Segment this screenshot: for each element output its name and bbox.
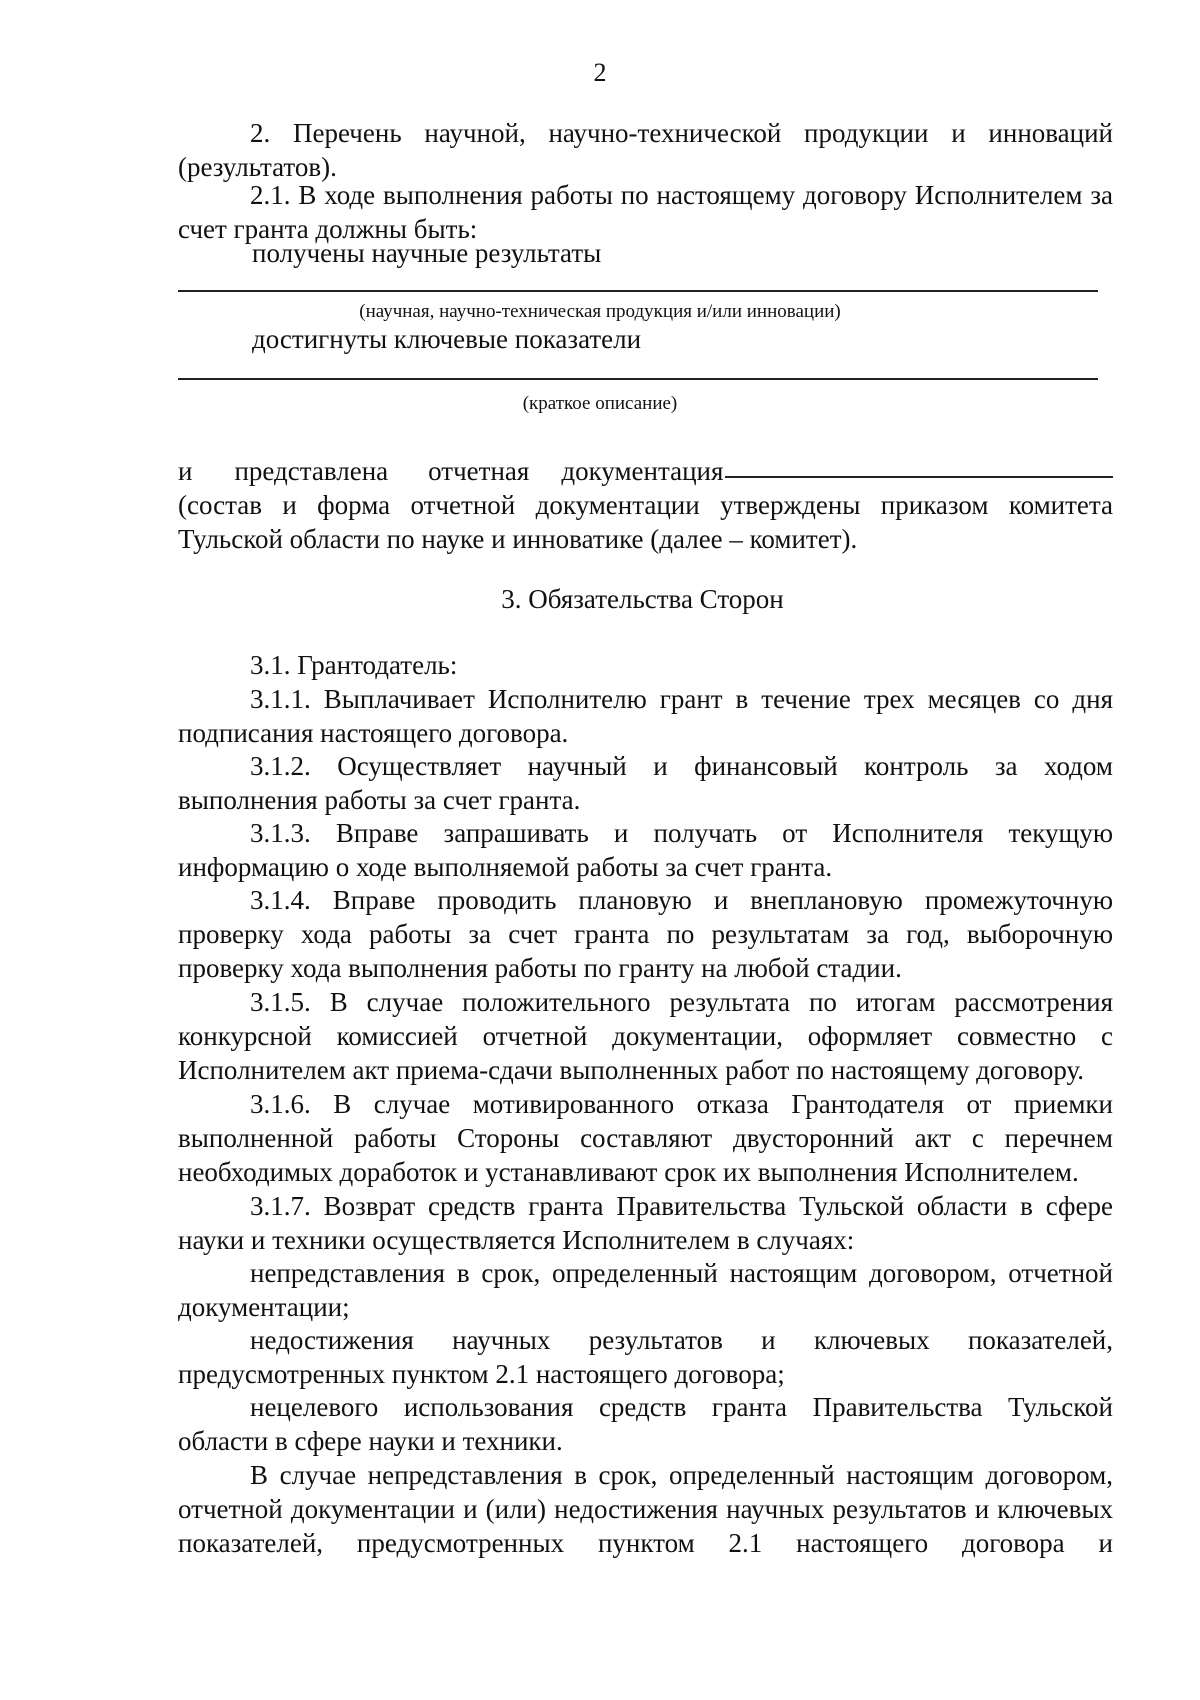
results-blank-line [178,290,1098,292]
results-caption: (научная, научно-техническая продукция и/или инновации) [359,301,841,322]
documentation-line [178,454,1113,488]
return-case-3: нецелевого использования средств гранта Правительства Тульской области в сфере науки и техники. [178,1392,1113,1456]
doc-word: отчетная [428,456,530,486]
clause-3-1-5: 3.1.5. В случае положительного результата по итогам рассмотрения конкурсной комиссией отчетной документации, оформляет совместно с Исполнителем акт приема-сдачи выполненных работ по настоящему договору. [178,987,1113,1085]
indicators-blank-line [178,378,1098,380]
section-3-heading: 3. Обязательства Сторон [501,584,784,614]
section-2-heading: 2. Перечень научной, научно-технической продукции и инноваций (результатов). [178,118,1113,182]
page-number: 2 [593,58,607,87]
doc-word: представлена [234,456,389,486]
results-label: получены научные результаты [252,238,602,268]
doc-word: документация [561,456,724,486]
clause-3-1-2: 3.1.2. Осуществляет научный и финансовый контроль за ходом выполнения работы за счет гранта. [178,751,1113,815]
clause-3-1-7: 3.1.7. Возврат средств гранта Правительства Тульской области в сфере науки и техники осуществляется Исполнителем в случаях: [178,1191,1113,1255]
clause-3-1-3: 3.1.3. Вправе запрашивать и получать от Исполнителя текущую информацию о ходе выполняемой работы за счет гранта. [178,818,1113,882]
clause-3-1-4: 3.1.4. Вправе проводить плановую и внеплановую промежуточную проверку хода работы за счет гранта по результатам за год, выборочную проверку хода выполнения работы по гранту на любой стадии. [178,885,1113,983]
clause-2-1: 2.1. В ходе выполнения работы по настоящему договору Исполнителем за счет гранта должны быть: [178,180,1113,244]
indicators-label: достигнуты ключевые показатели [252,324,642,354]
return-case-1: непредставления в срок, определенный настоящим договором, отчетной документации; [178,1258,1113,1322]
clause-3-1: 3.1. Грантодатель: [250,650,458,680]
final-paragraph: В случае непредставления в срок, определенный настоящим договором, отчетной документации и (или) недостижения научных результатов и ключевых показателей, предусмотренных пунктом 2.1 настоящего договора и [178,1460,1113,1558]
doc-word: и [178,456,193,486]
clause-3-1-6: 3.1.6. В случае мотивированного отказа Грантодателя от приемки выполненной работы Стороны составляют двусторонний акт с перечнем необходимых доработок и устанавливают срок их выполнения Исполнителем. [178,1089,1113,1187]
documentation-note: (состав и форма отчетной документации утверждены приказом комитета Тульской области по науке и инноватике (далее – комитет). [178,490,1113,554]
indicators-caption: (краткое описание) [522,393,678,414]
documentation-blank-line [725,476,1113,478]
clause-3-1-1: 3.1.1. Выплачивает Исполнителю грант в течение трех месяцев со дня подписания настоящего договора. [178,684,1113,748]
return-case-2: недостижения научных результатов и ключевых показателей, предусмотренных пунктом 2.1 настоящего договора; [178,1325,1113,1389]
